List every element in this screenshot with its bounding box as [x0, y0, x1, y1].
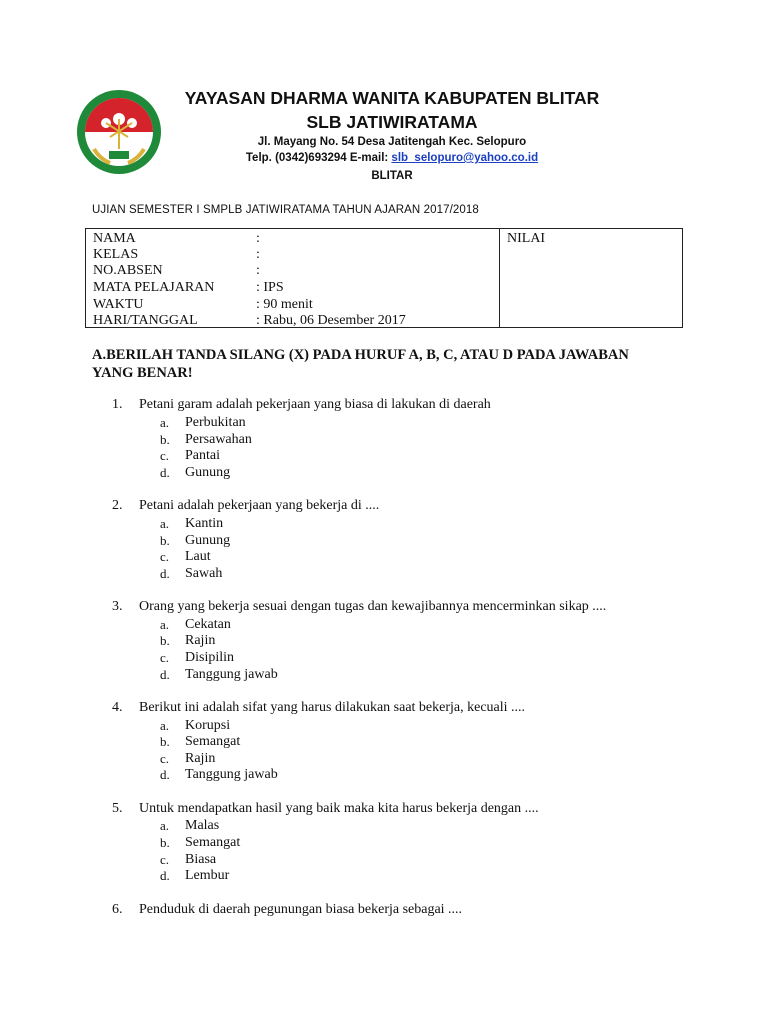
section-a-instructions: A.BERILAH TANDA SILANG (X) PADA HURUF A, B, C, ATAU D PADA JAWABAN YANG BENAR!	[92, 347, 629, 381]
option-text: Semangat	[185, 734, 241, 749]
phone-text: Telp. (0342)693294 E-mail:	[245, 152, 392, 164]
option-text: Korupsi	[185, 718, 231, 733]
option-text: Gunung	[185, 533, 231, 548]
option-letter: a.	[160, 415, 170, 430]
option-text: Rajin	[185, 633, 216, 648]
school-emblem-icon	[76, 89, 162, 175]
option-letter: a.	[160, 718, 170, 733]
question-text: Petani adalah pekerjaan yang bekerja di ....	[139, 498, 380, 513]
option-letter: c.	[160, 852, 170, 867]
option-text: Sawah	[185, 566, 223, 581]
option-letter: c.	[160, 448, 170, 463]
option-text: Cekatan	[185, 617, 231, 632]
option-letter: b.	[160, 835, 170, 850]
option-letter: d.	[160, 566, 170, 581]
question-number: 5.	[112, 801, 123, 816]
identity-value: :	[256, 263, 260, 278]
option-letter: d.	[160, 465, 170, 480]
option-text: Laut	[185, 549, 211, 564]
student-identity-box	[85, 228, 683, 328]
option-text: Persawahan	[185, 432, 252, 447]
option-letter: c.	[160, 751, 170, 766]
question-text: Untuk mendapatkan hasil yang baik maka kita harus bekerja dengan ....	[139, 801, 539, 816]
school-contact	[162, 152, 622, 164]
option-letter: a.	[160, 617, 170, 632]
option-letter: c.	[160, 650, 170, 665]
option-text: Rajin	[185, 751, 216, 766]
identity-value: : Rabu, 06 Desember 2017	[256, 313, 406, 328]
email-link[interactable]: slb_selopuro@yahoo.co.id	[391, 152, 539, 164]
question-number: 4.	[112, 700, 123, 715]
school-address: Jl. Mayang No. 54 Desa Jatitengah Kec. Selopuro	[257, 136, 527, 148]
question-text: Orang yang bekerja sesuai dengan tugas dan kewajibannya mencerminkan sikap ....	[139, 599, 607, 614]
identity-value: :	[256, 231, 260, 246]
exam-title: UJIAN SEMESTER I SMPLB JATIWIRATAMA TAHUN AJARAN 2017/2018	[92, 204, 479, 216]
identity-value: : IPS	[256, 280, 284, 295]
option-letter: d.	[160, 667, 170, 682]
question-text: Penduduk di daerah pegunungan biasa bekerja sebagai ....	[139, 902, 463, 917]
option-letter: b.	[160, 533, 170, 548]
option-letter: b.	[160, 633, 170, 648]
identity-label: HARI/TANGGAL	[93, 313, 198, 328]
score-label: NILAI	[507, 231, 546, 246]
option-letter: a.	[160, 818, 170, 833]
option-text: Gunung	[185, 465, 231, 480]
question-number: 1.	[112, 397, 123, 412]
option-letter: c.	[160, 549, 170, 564]
option-text: Tanggung jawab	[185, 667, 278, 682]
question-text: Petani garam adalah pekerjaan yang biasa di lakukan di daerah	[139, 397, 491, 412]
option-letter: a.	[160, 516, 170, 531]
identity-label: MATA PELAJARAN	[93, 280, 215, 295]
option-letter: b.	[160, 734, 170, 749]
school-city: BLITAR	[371, 170, 413, 182]
option-text: Perbukitan	[185, 415, 246, 430]
identity-label: WAKTU	[93, 297, 144, 312]
option-letter: b.	[160, 432, 170, 447]
identity-label: NAMA	[93, 231, 136, 246]
option-text: Semangat	[185, 835, 241, 850]
school-name: SLB JATIWIRATAMA	[306, 112, 478, 132]
question-number: 2.	[112, 498, 123, 513]
option-letter: d.	[160, 767, 170, 782]
option-text: Biasa	[185, 852, 217, 867]
identity-value: : 90 menit	[256, 297, 313, 312]
identity-label: KELAS	[93, 247, 139, 262]
question-number: 6.	[112, 902, 123, 917]
option-text: Kantin	[185, 516, 224, 531]
foundation-name: YAYASAN DHARMA WANITA KABUPATEN BLITAR	[184, 88, 600, 108]
option-text: Tanggung jawab	[185, 767, 278, 782]
identity-value: :	[256, 247, 260, 262]
option-text: Disipilin	[185, 650, 235, 665]
option-text: Malas	[185, 818, 220, 833]
box-divider	[499, 229, 500, 327]
option-text: Pantai	[185, 448, 220, 463]
identity-label: NO.ABSEN	[93, 263, 163, 278]
option-letter: d.	[160, 868, 170, 883]
option-text: Lembur	[185, 868, 230, 883]
question-number: 3.	[112, 599, 123, 614]
question-text: Berikut ini adalah sifat yang harus dilakukan saat bekerja, kecuali ....	[139, 700, 526, 715]
